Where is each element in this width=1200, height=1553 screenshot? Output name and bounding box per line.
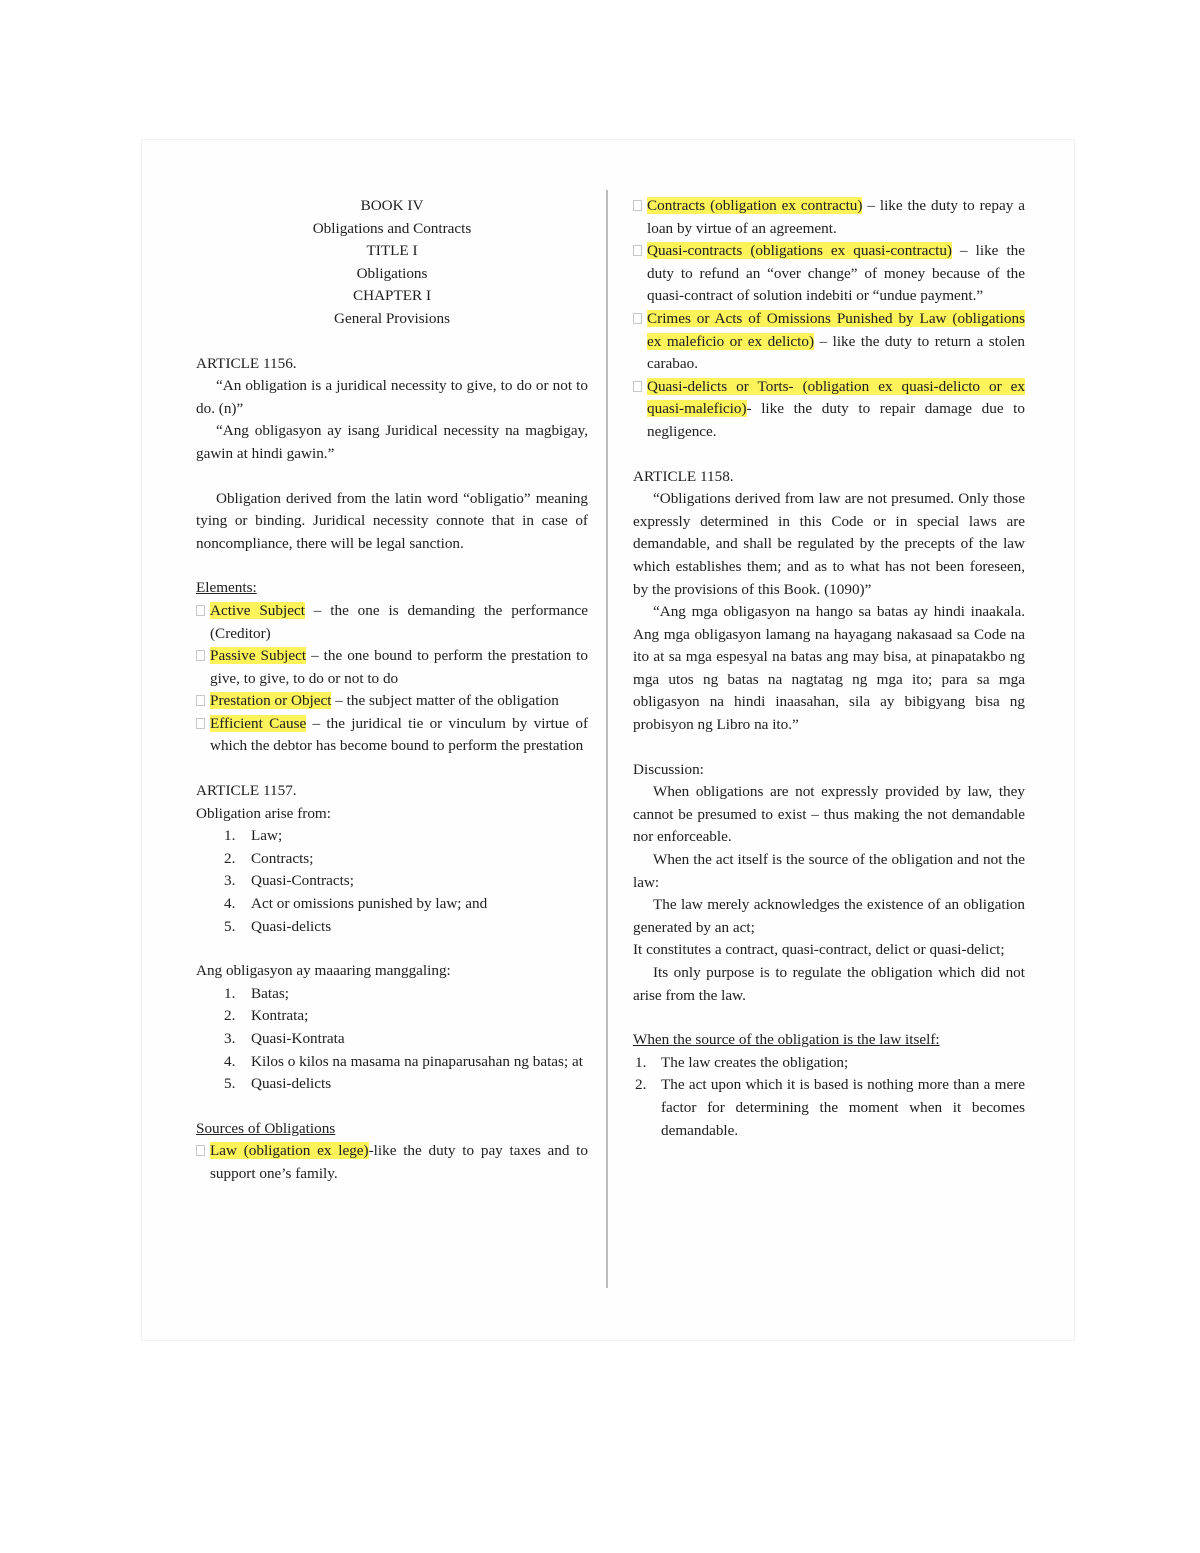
list-item — [633, 308, 1025, 376]
list-item — [196, 645, 588, 690]
article-1157-intro-tl: Ang obligasyon ay maaaring manggaling: — [196, 962, 451, 980]
highlighted-term: Passive Subject — [210, 647, 307, 665]
list-item: 3. Quasi-Kontrata — [224, 1030, 345, 1047]
highlighted-term: Quasi-delicts or Torts- (obligation ex quasi-delicto or ex quasi-maleficio) — [647, 377, 1025, 418]
article-1157-heading: ARTICLE 1157. — [196, 782, 297, 800]
list-item: 5. Quasi-delicts — [224, 917, 332, 935]
discussion-paragraph: Its only purpose is to regulate the obligation which did not arise from the law. — [633, 964, 1025, 1004]
highlighted-term: Efficient Cause — [210, 714, 307, 732]
document-page — [142, 140, 1074, 1340]
checkbox-glyph-icon — [633, 313, 642, 324]
discussion-paragraph: When obligations are not expressly provided by law, they cannot be presumed to exist – thus making the not demandable nor enforceable. — [633, 783, 1025, 846]
list-item: 2. Kontrata; — [224, 1007, 309, 1025]
term-description: - like the duty to repair damage due to negligence. — [647, 400, 1025, 440]
term-description: – the one bound to perform the prestation to give, to give, to do or not to do — [210, 647, 588, 687]
list-item: 5. Quasi-delicts — [224, 1075, 332, 1093]
term-description: – the juridical tie or vinculum by virtue of which the debtor has become bound to perform the prestation — [210, 714, 588, 755]
obligation-sources-list — [196, 825, 588, 938]
checkbox-glyph-icon — [633, 245, 642, 256]
discussion-paragraph: When the act itself is the source of the obligation and not the law: — [633, 851, 1025, 891]
sources-heading: Sources of Obligations — [196, 1119, 336, 1137]
checkbox-glyph-icon — [196, 650, 205, 661]
obligation-sources-list-tl — [196, 983, 588, 1096]
book-label: BOOK IV — [360, 197, 424, 214]
title-label: TITLE I — [366, 242, 418, 260]
list-item — [196, 690, 588, 713]
list-item: 4. Act or omissions punished by law; and — [224, 895, 488, 913]
document-header — [196, 195, 588, 331]
title-name: Obligations — [356, 264, 428, 282]
discussion-paragraph: It constitutes a contract, quasi-contract, delict or quasi-delict; — [633, 941, 1005, 959]
checkbox-glyph-icon — [196, 1145, 205, 1156]
list-item: 2. The act upon which it is based is nothing more than a mere factor for determining the moment when it becomes demandable. — [635, 1076, 1025, 1139]
list-item — [633, 240, 1025, 308]
article-1156-explanation: Obligation derived from the latin word “obligatio” meaning tying or binding. Juridical necessity connote that in case of noncompliance, there will be legal sanction. — [196, 489, 588, 552]
list-item: 2. Contracts; — [224, 849, 314, 867]
highlighted-term: Prestation or Object — [210, 692, 332, 710]
article-1157-intro: Obligation arise from: — [196, 804, 331, 822]
discussion-heading: Discussion: — [633, 760, 704, 778]
law-source-heading: When the source of the obligation is the law itself: — [633, 1031, 940, 1049]
list-item: 3. Quasi-Contracts; — [224, 872, 354, 890]
checkbox-glyph-icon — [196, 718, 205, 729]
law-source-list — [633, 1052, 1025, 1142]
list-item — [196, 1140, 588, 1185]
discussion-paragraph: The law merely acknowledges the existence of an obligation generated by an act; — [633, 896, 1025, 936]
list-item: 4. Kilos o kilos na masama na pinaparusahan ng batas; at — [224, 1052, 583, 1070]
highlighted-term: Quasi-contracts (obligations ex quasi-contractu) — [647, 242, 952, 260]
article-1156-quote-tl: “Ang obligasyon ay isang Juridical necessity na magbigay, gawin at hindi gawin.” — [196, 422, 588, 462]
checkbox-glyph-icon — [633, 381, 642, 392]
term-description: – the one is demanding the performance (Creditor) — [210, 601, 588, 642]
term-description: – like the duty to repay a loan by virtue of an agreement. — [647, 197, 1025, 237]
term-description: – the subject matter of the obligation — [331, 692, 559, 710]
highlighted-term: Law (obligation ex lege) — [210, 1142, 369, 1160]
elements-heading: Elements: — [196, 579, 257, 597]
term-description: – like the duty to return a stolen carabao. — [647, 332, 1025, 373]
list-item — [633, 376, 1025, 444]
term-description: – like the duty to refund an “over change” of money because of the quasi-contract of solution indebiti or “undue payment.” — [647, 242, 1026, 305]
list-item — [633, 195, 1025, 240]
list-item — [196, 713, 588, 758]
article-1156-heading: ARTICLE 1156. — [196, 354, 297, 372]
checkbox-glyph-icon — [633, 200, 642, 211]
highlighted-term: Contracts (obligation ex contractu) — [647, 197, 863, 214]
article-1156-quote-en: “An obligation is a juridical necessity to give, to do or not to do. (n)” — [196, 377, 588, 417]
list-item: 1. Batas; — [224, 984, 289, 1002]
checkbox-glyph-icon — [196, 605, 205, 616]
list-item — [196, 600, 588, 645]
highlighted-term: Crimes or Acts of Omissions Punished by Law (obligations ex maleficio or ex delicto) — [647, 309, 1025, 350]
article-1158-heading: ARTICLE 1158. — [633, 467, 734, 485]
checkbox-glyph-icon — [196, 695, 205, 706]
term-description: -like the duty to pay taxes and to support one’s family. — [210, 1142, 589, 1182]
left-column — [196, 195, 588, 1186]
article-1158-quote-en: “Obligations derived from law are not presumed. Only those expressly determined in this Code or in special laws are demandable, and shall be regulated by the precepts of the law which establishes them; and as to what has not been foreseen, by the provisions of this Book. (1090)” — [633, 490, 1025, 598]
article-1158-quote-tl: “Ang mga obligasyon na hango sa batas ay hindi inaakala. Ang mga obligasyon lamang na hayagang nakasaad sa Code na ito at sa mga espesyal na batas ang may bisa, at pinapatakbo ng mga utos ng batas na nagtatag ng mga ito; para sa mga obligasyon na hindi inaasahan, sila ay bibigyang bisa ng probisyon ng Libro na ito.” — [633, 603, 1025, 734]
chapter-label: CHAPTER I — [352, 287, 432, 305]
right-column — [633, 195, 1025, 1142]
book-title: Obligations and Contracts — [312, 219, 472, 237]
chapter-name: General Provisions — [334, 309, 450, 327]
highlighted-term: Active Subject — [210, 601, 305, 619]
column-divider — [606, 190, 608, 1288]
list-item: 1. Law; — [224, 827, 283, 845]
list-item: 1. The law creates the obligation; — [635, 1053, 849, 1071]
